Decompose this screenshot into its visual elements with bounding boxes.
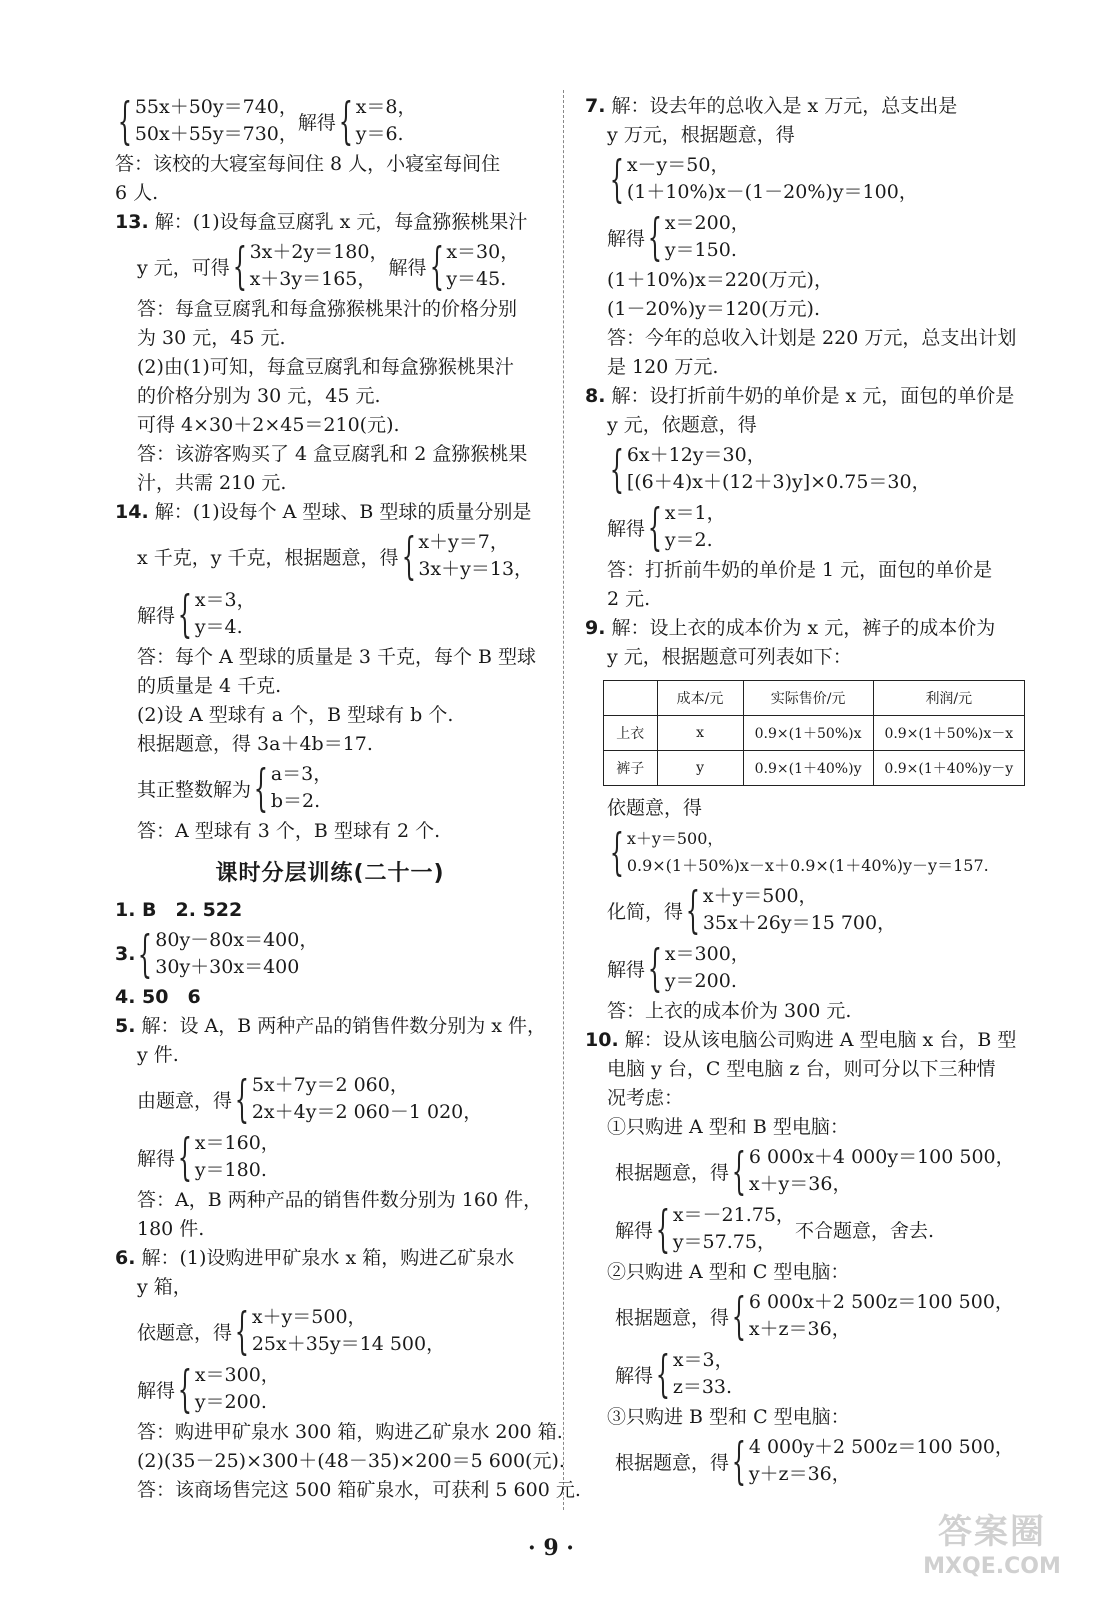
solution: y＝180. — [194, 1159, 267, 1181]
cost-table — [603, 680, 1025, 786]
text-line: 况考虑： — [607, 1087, 684, 1109]
text-line: y 万元，根据题意，得 — [607, 124, 795, 146]
q8-solution: 解得 { x＝1， y＝2. — [607, 498, 726, 556]
question-6-line — [115, 1244, 545, 1273]
case-2-system: 根据题意，得 { 6 000x＋2 500z＝100 500， x＋z＝36， — [615, 1287, 1014, 1345]
text-line: y 件. — [137, 1044, 179, 1066]
text: 解：(1)设购进甲矿泉水 x 箱，购进乙矿泉水 — [141, 1247, 515, 1269]
answer-line: 答：该游客购买了 4 盒豆腐乳和 2 盒猕猴桃果 — [137, 443, 528, 465]
equation: 3x＋2y＝180， — [249, 241, 389, 263]
answer-4: 4. 50 6 — [115, 986, 201, 1008]
equation: x＋y＝500， — [626, 829, 724, 848]
q14-system: x 千克，y 千克，根据题意，得 { x＋y＝7， 3x＋y＝13， — [137, 527, 534, 585]
answers-1-2: 1. B 2. 522 — [115, 899, 243, 921]
label-solve: 解得 — [607, 958, 646, 981]
table-header — [604, 681, 658, 716]
equation: x＋y＝36， — [748, 1173, 852, 1195]
q8-system: { 6x＋12y＝30， [(6＋4)x＋(12＋3)y]×0.75＝30， — [609, 440, 931, 498]
text: 解：设打折前牛奶的单价是 x 元，面包的单价是 — [611, 385, 1015, 407]
solution: x＝30， — [446, 241, 520, 263]
answer-line: 答：A，B 两种产品的销售件数分别为 160 件， — [137, 1189, 543, 1211]
page-number: · 9 · — [528, 1535, 574, 1561]
solution: y＝4. — [194, 616, 243, 638]
text: 根据题意，得 — [615, 1451, 730, 1474]
answer-line: 答：每盒豆腐乳和每盒猕猴桃果汁的价格分别 — [137, 298, 518, 320]
table-cell: 上衣 — [604, 716, 658, 751]
question-number: 6. — [115, 1247, 136, 1269]
equation: 80y－80x＝400， — [155, 929, 319, 951]
solution: x＝160， — [194, 1132, 280, 1154]
answer-line: 180 件. — [137, 1218, 205, 1240]
case-line: ②只购进 A 型和 C 型电脑： — [607, 1261, 850, 1283]
q7-solution: 解得 { x＝200， y＝150. — [607, 208, 750, 266]
table-cell: 裤子 — [604, 751, 658, 786]
answer-line: 答：今年的总收入计划是 220 万元，总支出计划 — [607, 327, 1017, 349]
equation: 0.9×(1＋50%)x－x＋0.9×(1＋40%)y－y＝157. — [626, 856, 989, 875]
q9-simplified: 化简，得 { x＋y＝500， 35x＋26y＝15 700， — [607, 881, 897, 939]
text: 不合题意，舍去. — [794, 1219, 934, 1242]
solution: x＝300， — [664, 943, 750, 965]
answer-line: 答：A 型球有 3 个，B 型球有 2 个. — [137, 820, 441, 842]
text-line: y 箱， — [137, 1276, 192, 1298]
case-line: ①只购进 A 型和 B 型电脑： — [607, 1116, 849, 1138]
answer-line: 的质量是 4 千克. — [137, 675, 282, 697]
text: y 元，可得 — [137, 256, 230, 279]
solution: y＝150. — [664, 239, 737, 261]
text: 化简，得 — [607, 900, 684, 923]
text: 解：(1)设每个 A 型球、B 型球的质量分别是 — [154, 501, 532, 523]
solution: y＝57.75， — [672, 1231, 776, 1253]
answer-line: 2 元. — [607, 588, 651, 610]
equation: 55x＋50y＝740， — [134, 96, 298, 118]
text-line: (1－20%)y＝120(万元). — [607, 298, 821, 320]
equation: x＋y＝500， — [251, 1306, 367, 1328]
question-number: 13. — [115, 211, 149, 233]
question-number: 8. — [585, 385, 606, 407]
table-cell: 0.9×(1＋40%)y — [743, 751, 873, 786]
equation: 25x＋35y＝14 500， — [251, 1333, 446, 1355]
case-3-system: 根据题意，得 { 4 000y＋2 500z＝100 500， y＋z＝36， — [615, 1432, 1014, 1490]
watermark-logo-text: 答案圈 — [938, 1512, 1046, 1552]
answer-line: 答：打折前牛奶的单价是 1 元，面包的单价是 — [607, 559, 993, 581]
question-13-line — [115, 208, 545, 237]
text-line: y 元，依题意，得 — [607, 414, 757, 436]
text: 解：设从该电脑公司购进 A 型电脑 x 台，B 型 — [624, 1029, 1017, 1051]
case-1-solution: 解得 { x＝－21.75， y＝57.75， 不合题意，舍去. — [615, 1200, 934, 1258]
equation: 6 000x＋4 000y＝100 500， — [748, 1146, 1015, 1168]
answer-line: 答：购进甲矿泉水 300 箱，购进乙矿泉水 200 箱. — [137, 1421, 563, 1443]
solution: x＝－21.75， — [672, 1204, 795, 1226]
table-header: 实际售价/元 — [743, 681, 873, 716]
text-line: y 元，根据题意可列表如下： — [607, 646, 852, 668]
table-row — [604, 716, 1025, 751]
table-cell: 0.9×(1＋50%)x－x — [873, 716, 1024, 751]
table-header: 利润/元 — [873, 681, 1024, 716]
answer-line: 为 30 元，45 元. — [137, 327, 286, 349]
table-header-row — [604, 681, 1025, 716]
text-line: 电脑 y 台，C 型电脑 z 台，则可分以下三种情 — [607, 1058, 996, 1080]
question-number: 7. — [585, 95, 606, 117]
text-line: (1＋10%)x＝220(万元)， — [607, 269, 833, 291]
question-8-line — [585, 382, 1025, 411]
question-number: 9. — [585, 617, 606, 639]
table-cell: x — [657, 716, 743, 751]
left-column — [115, 92, 581, 1505]
text: 解：设 A，B 两种产品的销售件数分别为 x 件， — [141, 1015, 547, 1037]
text: 其正整数解为 — [137, 778, 252, 801]
solution: y＝200. — [194, 1391, 267, 1413]
text: 由题意，得 — [137, 1089, 233, 1112]
equation: (1＋10%)x－(1－20%)y＝100， — [626, 181, 918, 203]
equation: 2x＋4y＝2 060－1 020， — [251, 1101, 483, 1123]
equation: y＋z＝36， — [748, 1463, 851, 1485]
answer-line: 答：上衣的成本价为 300 元. — [607, 1000, 852, 1022]
solution: x＝8， — [355, 96, 417, 118]
solution: x＝200， — [664, 212, 750, 234]
question-9-line — [585, 614, 1025, 643]
equation: 3x＋y＝13， — [418, 558, 534, 580]
question-number: 14. — [115, 501, 149, 523]
q6-system: 依题意，得 { x＋y＝500， 25x＋35y＝14 500， — [137, 1302, 446, 1360]
text: x 千克，y 千克，根据题意，得 — [137, 546, 399, 569]
equation: x＋3y＝165， — [249, 268, 377, 290]
question-number: 10. — [585, 1029, 619, 1051]
solution: y＝45. — [446, 268, 507, 290]
text: 根据题意，得 — [615, 1306, 730, 1329]
label-solve: 解得 — [137, 604, 176, 627]
case-1-system: 根据题意，得 { 6 000x＋4 000y＝100 500， x＋y＝36， — [615, 1142, 1015, 1200]
equation: 35x＋26y＝15 700， — [702, 912, 897, 934]
watermark-logo — [922, 1510, 1062, 1590]
q5-system: 由题意，得 { 5x＋7y＝2 060， 2x＋4y＝2 060－1 020， — [137, 1070, 483, 1128]
right-column — [585, 92, 1025, 1490]
q6-solution: 解得 { x＝300， y＝200. — [137, 1360, 280, 1418]
solution: y＝2. — [664, 529, 713, 551]
text-line: 依题意，得 — [607, 797, 703, 819]
equation: 30y＋30x＝400 — [155, 956, 300, 978]
equation: x＋z＝36， — [748, 1318, 851, 1340]
solution: x＝300， — [194, 1364, 280, 1386]
label-solve: 解得 — [607, 227, 646, 250]
column-divider — [563, 90, 564, 1510]
equation: 6 000x＋2 500z＝100 500， — [748, 1291, 1014, 1313]
equation: 50x＋55y＝730， — [134, 123, 298, 145]
label-solve: 解得 — [615, 1219, 654, 1242]
q14-integer-solution: 其正整数解为 { a＝3， b＝2. — [137, 759, 333, 817]
text: 解：(1)设每盒豆腐乳 x 元，每盒猕猴桃果汁 — [154, 211, 528, 233]
solution: y＝6. — [355, 123, 404, 145]
text-line: (2)(35－25)×300＋(48－35)×200＝5 600(元). — [137, 1450, 565, 1472]
q5-solution: 解得 { x＝160， y＝180. — [137, 1128, 280, 1186]
top-system: { 55x＋50y＝740， 50x＋55y＝730， 解得 { x＝8， y＝6. — [117, 92, 417, 150]
q13-system: y 元，可得 { 3x＋2y＝180， x＋3y＝165， 解得 { x＝30， y＝45. — [137, 237, 520, 295]
q14-solution: 解得 { x＝3， y＝4. — [137, 585, 256, 643]
question-3: 3. { 80y－80x＝400， 30y＋30x＝400 — [115, 925, 319, 983]
section-title: 课时分层训练(二十一) — [215, 861, 445, 886]
equation: x＋y＝500， — [702, 885, 818, 907]
equation: 4 000y＋2 500z＝100 500， — [748, 1436, 1014, 1458]
answer-line: 答：该校的大寝室每间住 8 人，小寝室每间住 — [115, 153, 501, 175]
solution: x＝3， — [194, 589, 256, 611]
text: 解：设上衣的成本价为 x 元，裤子的成本价为 — [611, 617, 996, 639]
question-5-line — [115, 1012, 545, 1041]
watermark-site-text: MXQE.COM — [923, 1554, 1061, 1579]
label-solve: 解得 — [607, 517, 646, 540]
solution: x＝3， — [672, 1349, 734, 1371]
table-header: 成本/元 — [657, 681, 743, 716]
table-cell: y — [657, 751, 743, 786]
label-solve: 解得 — [137, 1379, 176, 1402]
answer-line: 答：每个 A 型球的质量是 3 千克，每个 B 型球 — [137, 646, 537, 668]
question-10-line — [585, 1026, 1025, 1055]
table-cell: 0.9×(1＋40%)y－y — [873, 751, 1024, 786]
q9-solution: 解得 { x＝300， y＝200. — [607, 939, 750, 997]
solution: z＝33. — [672, 1376, 733, 1398]
answer-line: 汁，共需 210 元. — [137, 472, 287, 494]
q9-system: { x＋y＝500， 0.9×(1＋50%)x－x＋0.9×(1＋40%)y－y＝157. — [609, 823, 989, 881]
equation: x－y＝50， — [626, 154, 730, 176]
label-solve: 解得 — [297, 111, 336, 134]
answer-line: 是 120 万元. — [607, 356, 719, 378]
text-line: 的价格分别为 30 元，45 元. — [137, 385, 381, 407]
text: 根据题意，得 — [615, 1161, 730, 1184]
solution: y＝200. — [664, 970, 737, 992]
equation: 6x＋12y＝30， — [626, 444, 766, 466]
table-cell: 0.9×(1＋50%)x — [743, 716, 873, 751]
text: 解：设去年的总收入是 x 万元，总支出是 — [611, 95, 958, 117]
question-7-line — [585, 92, 1025, 121]
label-solve: 解得 — [388, 256, 427, 279]
text-line: (2)设 A 型球有 a 个，B 型球有 b 个. — [137, 704, 454, 726]
case-2-solution: 解得 { x＝3， z＝33. — [615, 1345, 734, 1403]
label-solve: 解得 — [137, 1147, 176, 1170]
text: 依题意，得 — [137, 1321, 233, 1344]
answer-line: 答：该商场售完这 500 箱矿泉水，可获利 5 600 元. — [137, 1479, 581, 1501]
question-number: 5. — [115, 1015, 136, 1037]
text-line: 根据题意，得 3a＋4b＝17. — [137, 733, 373, 755]
answer-line: 6 人. — [115, 182, 159, 204]
equation: x＋y＝7， — [418, 531, 509, 553]
case-line: ③只购进 B 型和 C 型电脑： — [607, 1406, 850, 1428]
equation: 5x＋7y＝2 060， — [251, 1074, 409, 1096]
solution: a＝3， — [270, 763, 333, 785]
text-line: 可得 4×30＋2×45＝210(元). — [137, 414, 400, 436]
solution: x＝1， — [664, 502, 726, 524]
question-14-line — [115, 498, 545, 527]
equation: [(6＋4)x＋(12＋3)y]×0.75＝30， — [626, 471, 931, 493]
q7-system: { x－y＝50， (1＋10%)x－(1－20%)y＝100， — [609, 150, 918, 208]
question-number: 3. — [115, 943, 136, 965]
label-solve: 解得 — [615, 1364, 654, 1387]
solution: b＝2. — [270, 790, 321, 812]
text-line: (2)由(1)可知，每盒豆腐乳和每盒猕猴桃果汁 — [137, 356, 514, 378]
table-row — [604, 751, 1025, 786]
